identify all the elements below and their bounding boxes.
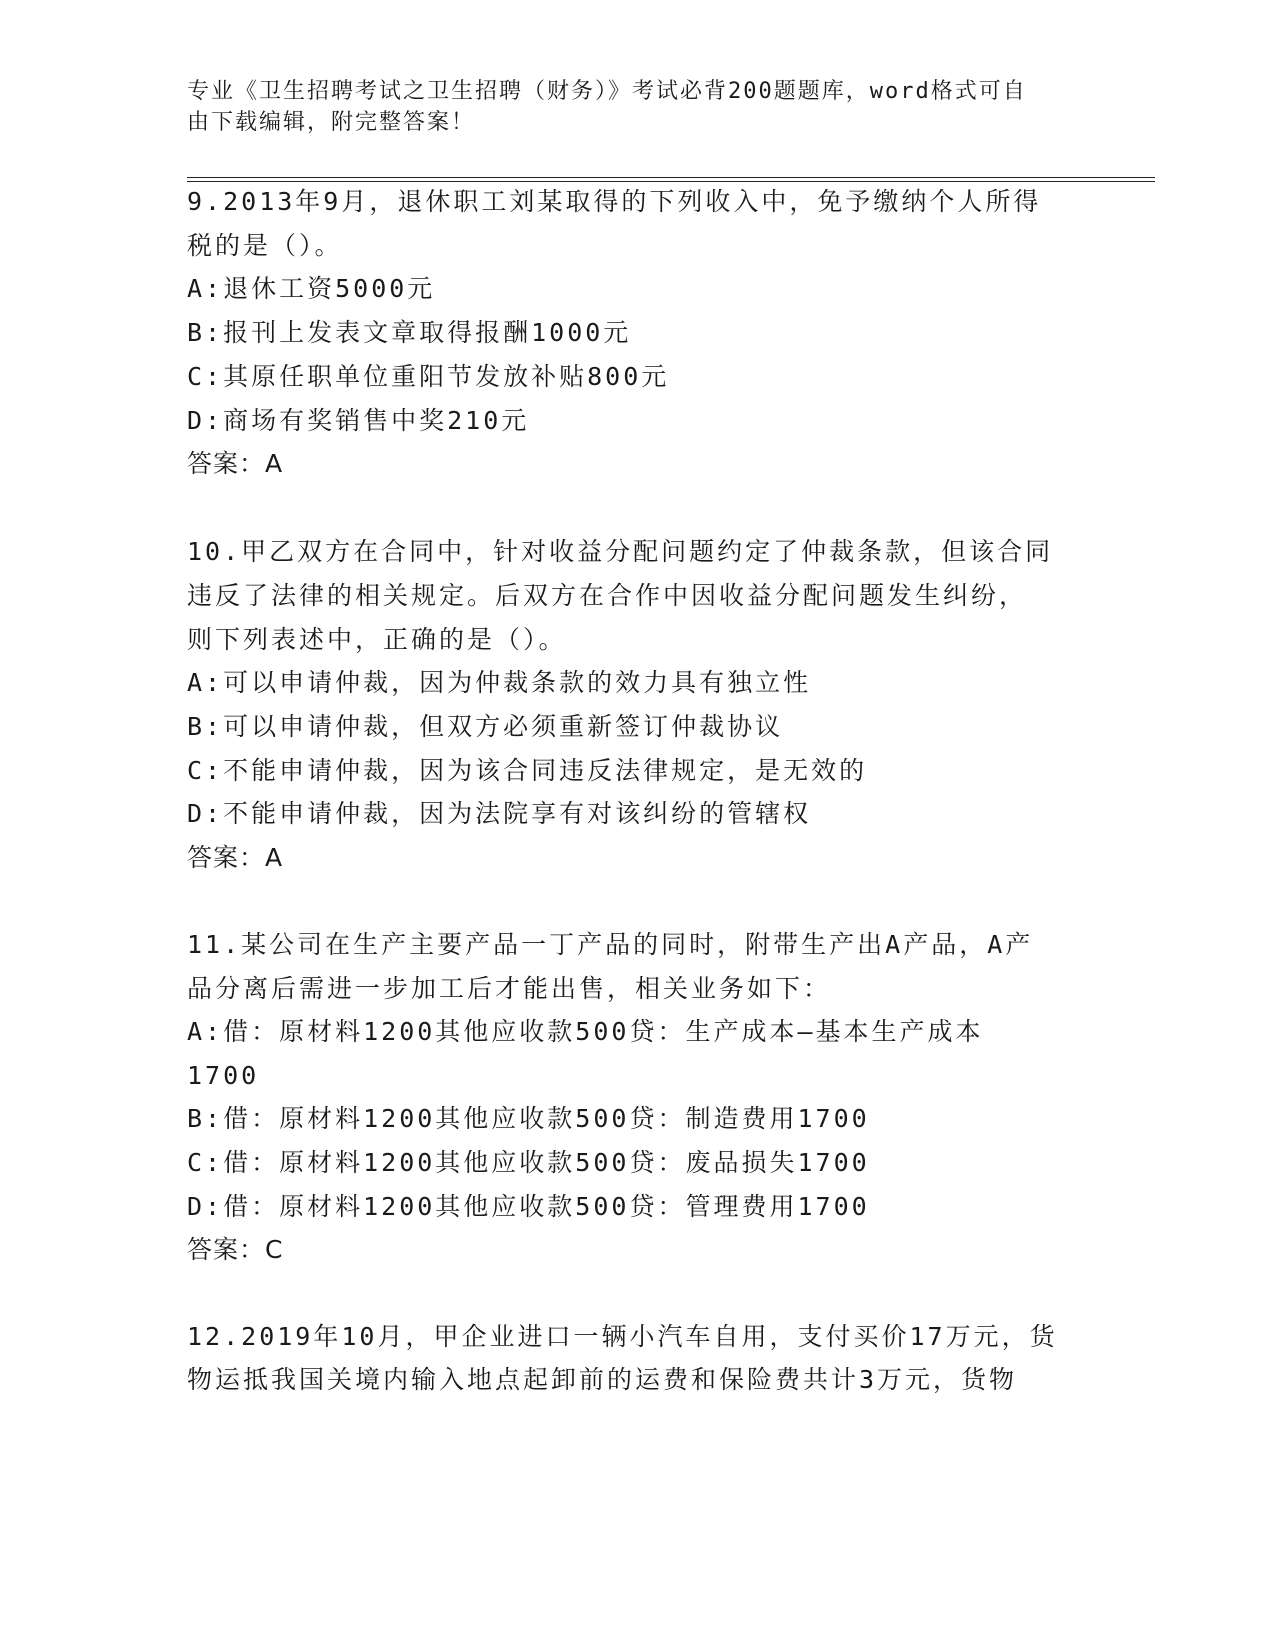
question-11-stem-1: 11.某公司在生产主要产品一丁产品的同时，附带生产出A产品，A产 <box>187 930 1034 959</box>
document-header <box>187 76 1067 138</box>
question-10-option-b: B:可以申请仲裁，但双方必须重新签订仲裁协议 <box>187 712 784 741</box>
question-9-stem-2: 税的是（）。 <box>187 231 343 260</box>
question-10-stem-1: 10.甲乙双方在合同中，针对收益分配问题约定了仲裁条款，但该合同 <box>187 537 1054 566</box>
header-divider <box>187 177 1155 182</box>
question-10-answer: 答案：A <box>187 843 284 872</box>
question-11-option-a-cont: 1700 <box>187 1061 260 1090</box>
question-11-stem-2: 品分离后需进一步加工后才能出售，相关业务如下： <box>187 974 832 1003</box>
question-11-option-d: D:借：原材料1200其他应收款500贷：管理费用1700 <box>187 1192 870 1221</box>
question-11-option-c: C:借：原材料1200其他应收款500贷：废品损失1700 <box>187 1148 870 1177</box>
question-10-option-a: A:可以申请仲裁，因为仲裁条款的效力具有独立性 <box>187 668 812 697</box>
question-11-option-a: A:借：原材料1200其他应收款500贷：生产成本—基本生产成本 <box>187 1017 984 1046</box>
question-9-option-b: B:报刊上发表文章取得报酬1000元 <box>187 318 632 347</box>
question-9-option-a: A:退休工资5000元 <box>187 274 436 303</box>
question-10-option-c: C:不能申请仲裁，因为该合同违反法律规定，是无效的 <box>187 756 868 785</box>
question-9-stem-1: 9.2013年9月，退休职工刘某取得的下列收入中，免予缴纳个人所得 <box>187 187 1042 216</box>
question-9-option-c: C:其原任职单位重阳节发放补贴800元 <box>187 362 670 391</box>
question-10-stem-3: 则下列表述中，正确的是（）。 <box>187 625 567 654</box>
question-10-stem-2: 违反了法律的相关规定。后双方在合作中因收益分配问题发生纠纷， <box>187 581 1028 610</box>
question-12-stem-1: 12.2019年10月，甲企业进口一辆小汽车自用，支付买价17万元，货 <box>187 1322 1058 1351</box>
question-9-answer: 答案：A <box>187 449 284 478</box>
question-9-option-d: D:商场有奖销售中奖210元 <box>187 406 530 435</box>
question-12-stem-2: 物运抵我国关境内输入地点起卸前的运费和保险费共计3万元，货物 <box>187 1365 1018 1394</box>
question-10-option-d: D:不能申请仲裁，因为法院享有对该纠纷的管辖权 <box>187 799 812 828</box>
question-11-answer: 答案：C <box>187 1235 284 1264</box>
question-11-option-b: B:借：原材料1200其他应收款500贷：制造费用1700 <box>187 1104 870 1133</box>
header-line-2: 由下载编辑，附完整答案！ <box>187 110 476 135</box>
header-line-1: 专业《卫生招聘考试之卫生招聘（财务）》考试必背200题题库，word格式可自 <box>187 79 1027 104</box>
